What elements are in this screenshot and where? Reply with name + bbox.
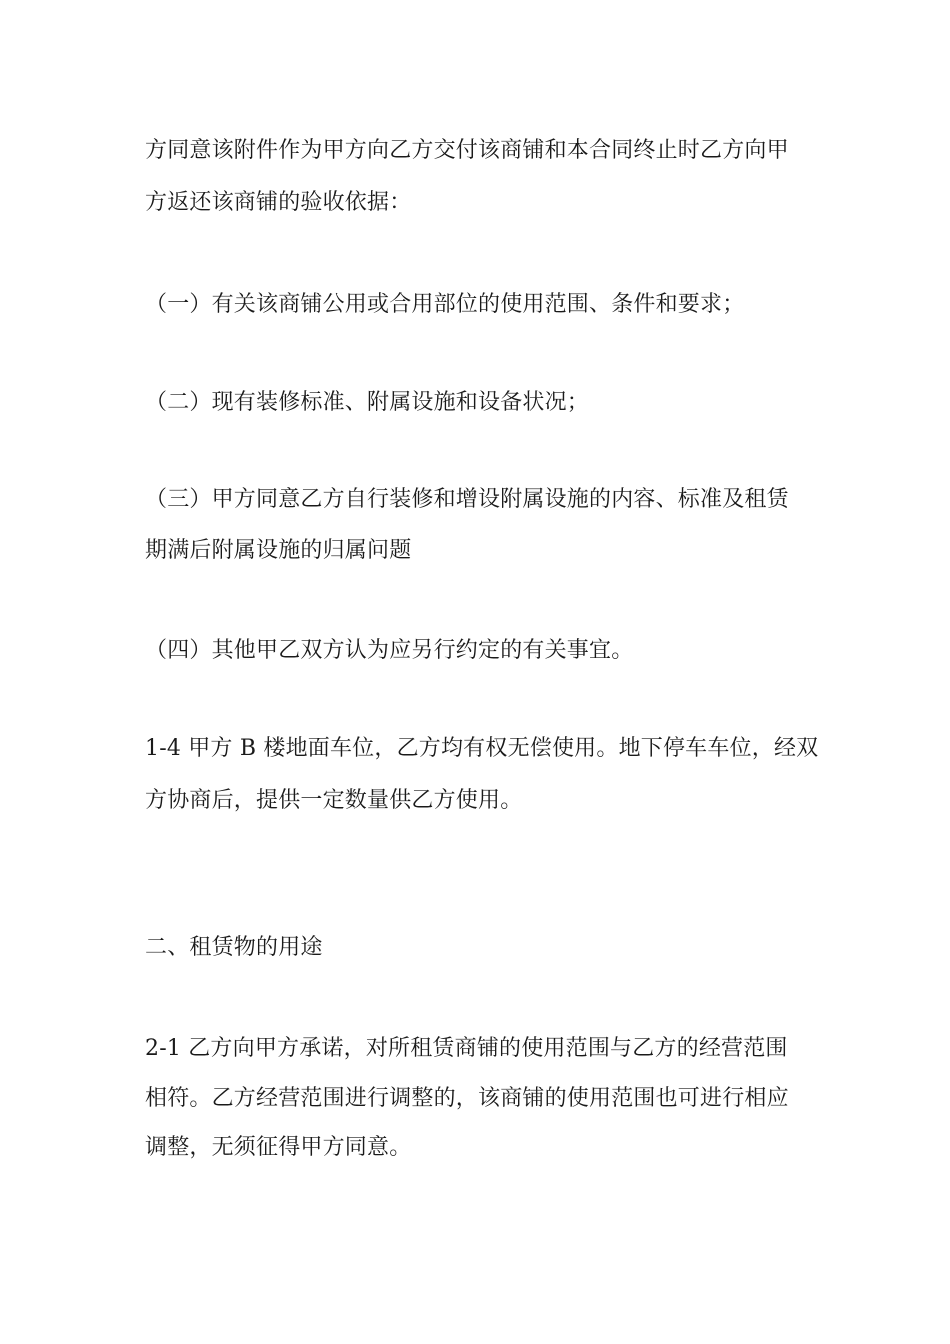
list-item-3-line-1: （三）甲方同意乙方自行装修和增设附属设施的内容、标准及租赁: [145, 487, 789, 512]
paragraph-line-1: 方同意该附件作为甲方向乙方交付该商铺和本合同终止时乙方向甲: [145, 138, 789, 163]
list-item-3-line-2: 期满后附属设施的归属问题: [145, 538, 412, 563]
list-item-4: （四）其他甲乙双方认为应另行约定的有关事宜。: [145, 638, 634, 663]
clause-2-1-line-2: 相符。乙方经营范围进行调整的，该商铺的使用范围也可进行相应: [145, 1086, 789, 1111]
section-heading: 二、租赁物的用途: [145, 935, 323, 960]
clause-1-4-line-2: 方协商后，提供一定数量供乙方使用。: [145, 788, 523, 813]
paragraph-line-2: 方返还该商铺的验收依据：: [145, 190, 412, 215]
list-item-1: （一）有关该商铺公用或合用部位的使用范围、条件和要求；: [145, 292, 745, 317]
clause-2-1-line-1: 2-1 乙方向甲方承诺，对所租赁商铺的使用范围与乙方的经营范围: [145, 1036, 788, 1061]
clause-1-4-line-1: 1-4 甲方 B 楼地面车位，乙方均有权无偿使用。地下停车车位，经双: [145, 736, 819, 761]
clause-2-1-line-3: 调整，无须征得甲方同意。: [145, 1135, 412, 1160]
list-item-2: （二）现有装修标准、附属设施和设备状况；: [145, 390, 590, 415]
